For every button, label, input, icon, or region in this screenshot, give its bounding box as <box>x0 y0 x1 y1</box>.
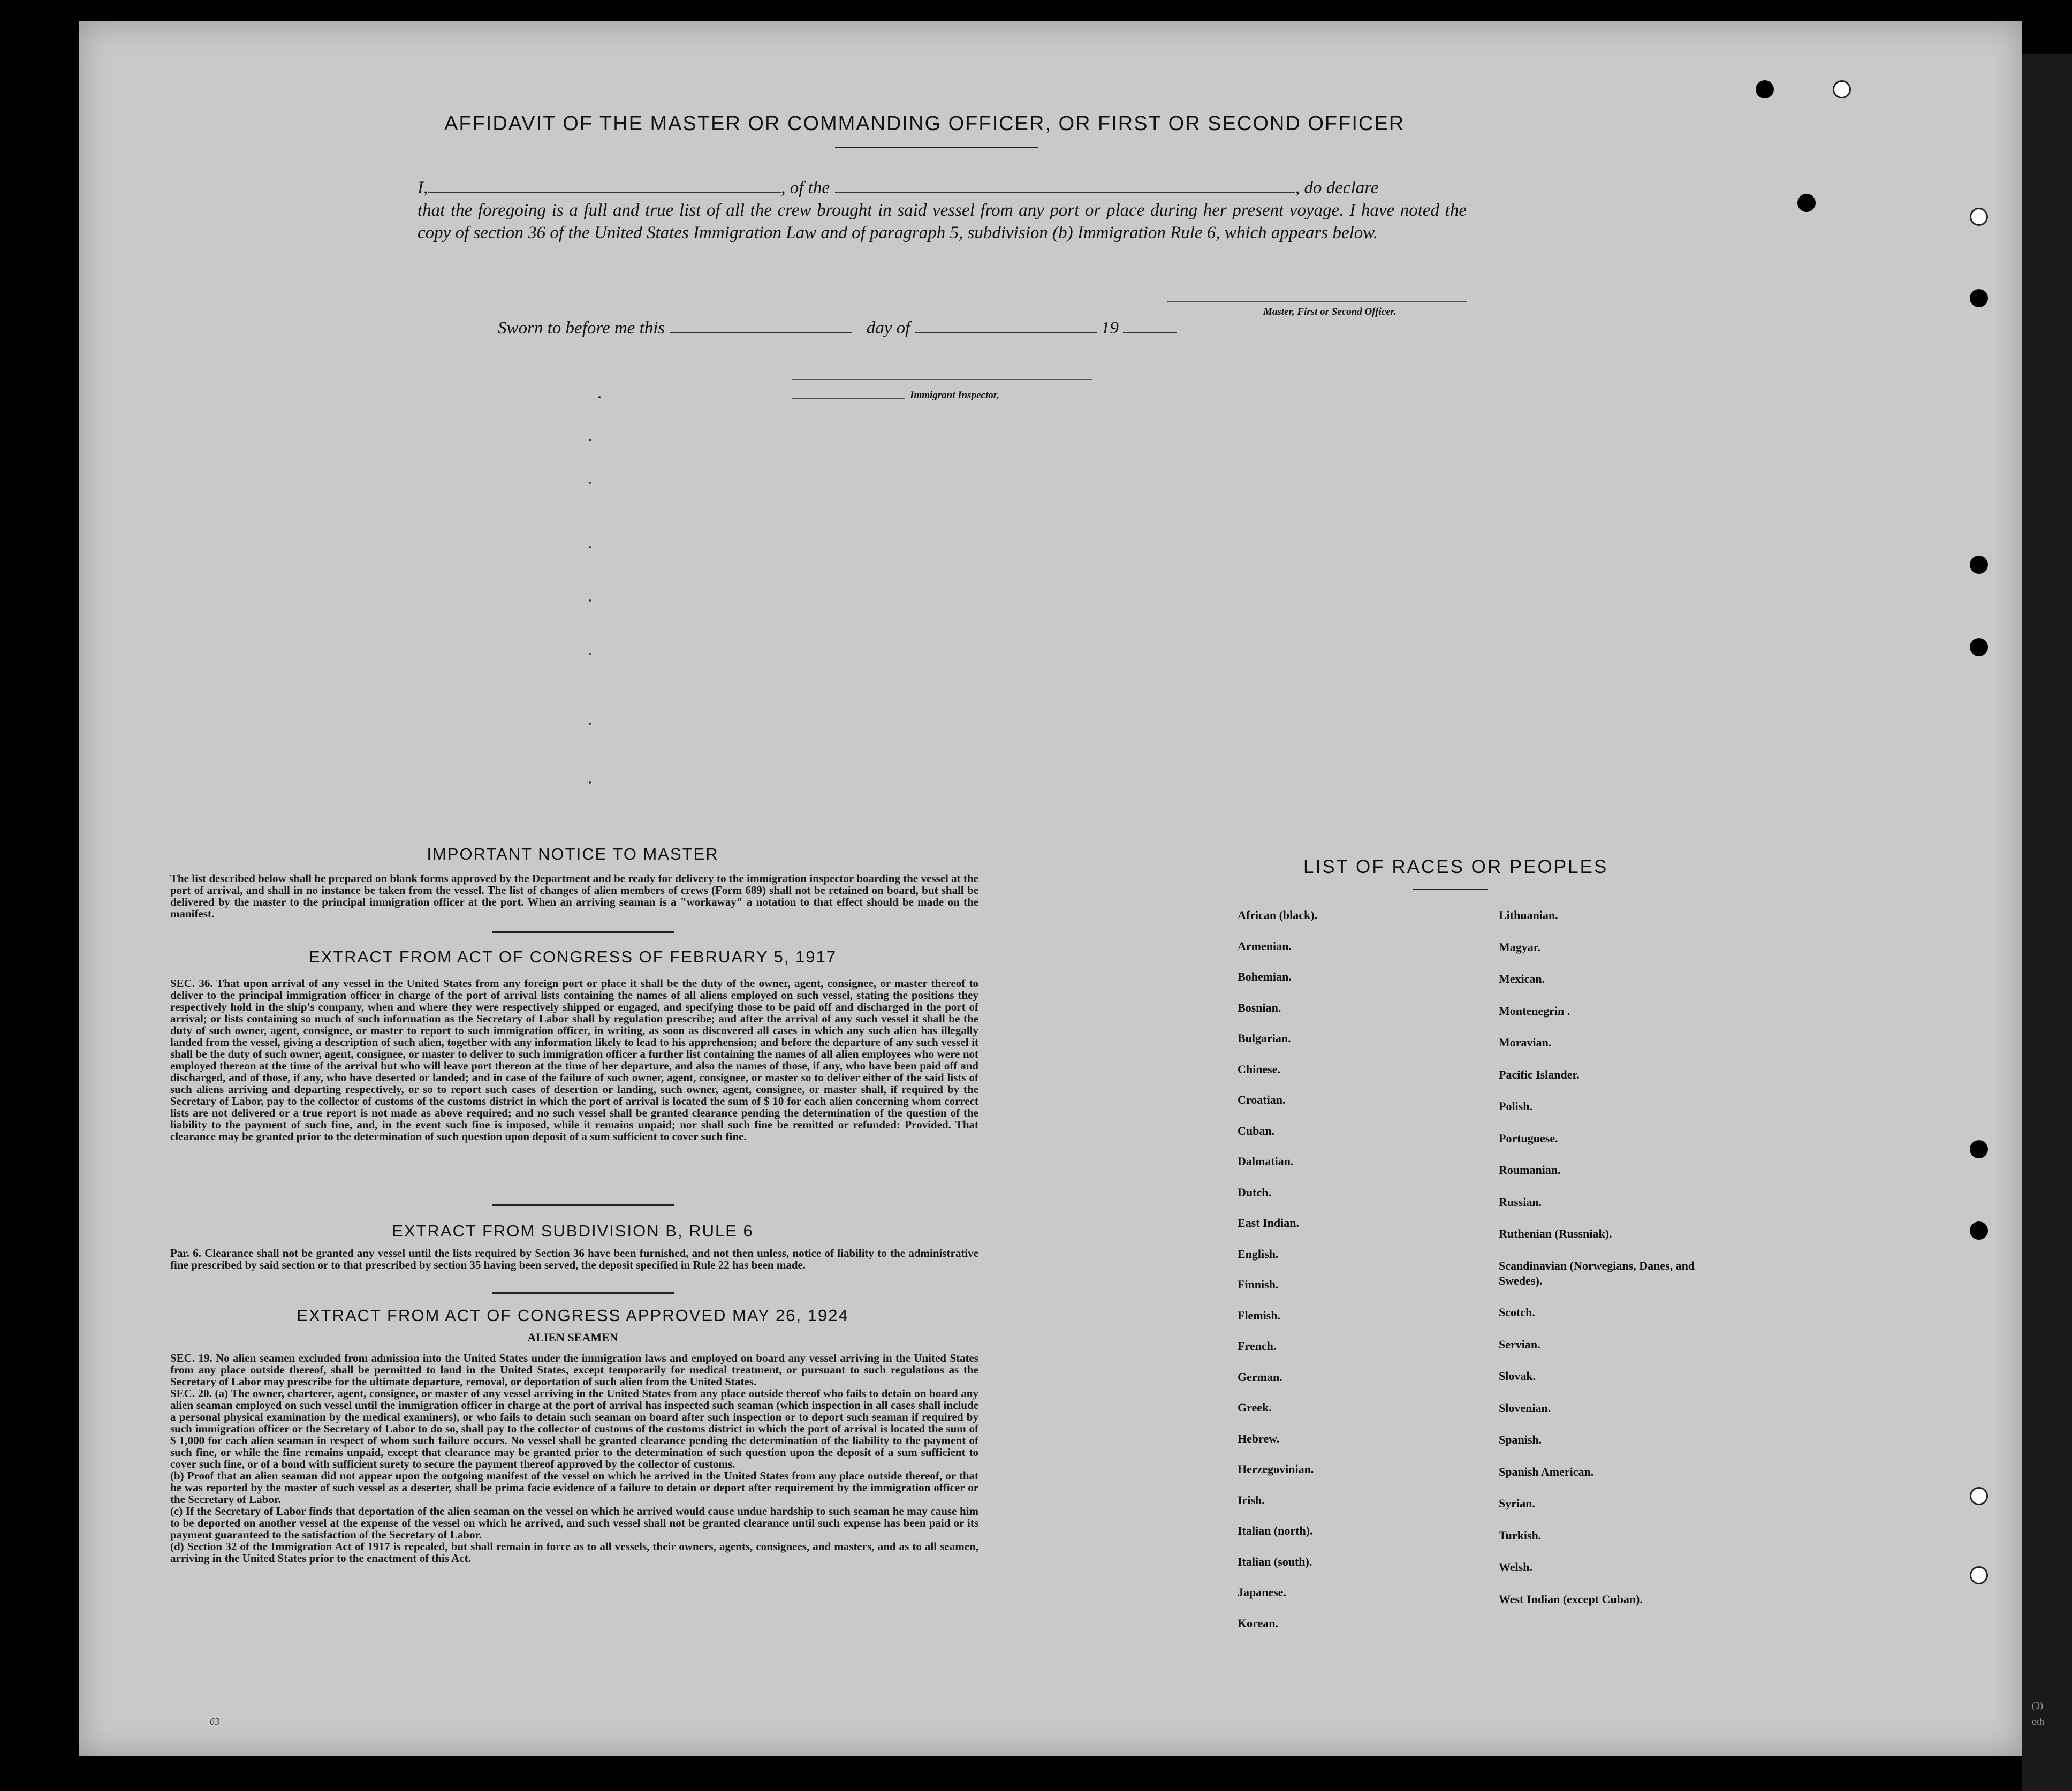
sec20a-text: SEC. 20. (a) The owner, charterer, agent, consignee, or master of any vessel arriving in the United States from any place outside thereof who fails to detain on board any alien seaman employed on such vessel until the immigration officer in charge at the port of arrival has inspected such seaman (which inspection in all cases shall include a personal physical examination by the medical examiners), or who fails to detain such seaman on board after such inspection or to deport such seaman if required by such immigration officer or the Secretary of Labor to do so, shall pay to the collector of customs of the customs district in which the port of arrival is located the sum of $ 1,000 for each alien seaman in respect of whom such failure occurs. No vessel shall be granted clearance pending the determination of the liability to the payment of such fine, or while the fine remains unpaid, except that clearance may be granted prior to the determination of such question upon the deposit of a sum sufficient to cover such fine, or of a bond with sufficient surety to secure the payment thereof approved by the collector of customs. <box>170 1387 978 1470</box>
rule6-title: EXTRACT FROM SUBDIVISION B, RULE 6 <box>392 1221 754 1240</box>
signature-line[interactable] <box>1167 301 1467 302</box>
race-item: Dutch. <box>1238 1185 1271 1199</box>
dot <box>589 599 591 602</box>
punch-hole-icon <box>1970 556 1988 574</box>
race-item: Scotch. <box>1499 1306 1535 1319</box>
divider <box>492 931 674 933</box>
race-item: Hebrew. <box>1238 1431 1280 1445</box>
race-item: Armenian. <box>1238 939 1292 953</box>
race-item: Scandinavian (Norwegians, Danes, and Swedes). <box>1499 1258 1695 1287</box>
day-of-text: day of <box>866 318 910 338</box>
race-item: East Indian. <box>1238 1216 1299 1230</box>
race-item: Herzegovinian. <box>1238 1462 1314 1476</box>
race-item: Roumanian. <box>1499 1163 1561 1177</box>
race-item: West Indian (except Cuban). <box>1499 1592 1643 1606</box>
scan-edge <box>2022 54 2072 1791</box>
race-item: Greek. <box>1238 1401 1272 1414</box>
race-item: Croatian. <box>1238 1093 1286 1106</box>
sworn-line <box>498 318 1177 338</box>
vessel-blank[interactable] <box>835 178 1295 193</box>
year-prefix: 19 <box>1100 318 1119 338</box>
race-item: French. <box>1238 1339 1277 1353</box>
edge-text-b: oth <box>2032 1716 2045 1727</box>
punch-hole-icon <box>1970 1487 1988 1505</box>
dot <box>589 781 591 784</box>
extract-1924-subtitle: ALIEN SEAMEN <box>527 1331 618 1344</box>
race-item: Welsh. <box>1499 1560 1532 1574</box>
race-item: Syrian. <box>1499 1497 1535 1510</box>
decl-do-declare: , do declare <box>1295 178 1379 198</box>
title-underline <box>835 147 1038 148</box>
race-item: Finnish. <box>1238 1278 1279 1291</box>
dot <box>589 439 591 441</box>
punch-hole-icon <box>1833 80 1851 98</box>
punch-hole-icon <box>1797 194 1816 212</box>
extract-1917-text: SEC. 36. That upon arrival of any vessel in the United States from any foreign port or place it shall be the duty of the owner, agent, consignee, or master thereof to deliver to the principal immigration officer in charge of the port of arrival lists containing the names of all aliens employed on such vessel, stating the positions they respectively hold in the ship's company, when and where they were respectively shipped or engaged, and specifying those to be paid off and discharged in the port of arrival; or lists containing so much of such information as the Secretary of Labor shall by regulation prescribe; and after the arrival of any such vessel it shall be the duty of such owner, agent, consignee, or master to report to such immigration officer, in writing, as soon as discovered all cases in which any such alien has illegally landed from the vessel, giving a description of such alien, together with any information likely to lead to his apprehension; and before the departure of any such vessel it shall be the duty of such owner, agent, consignee, or master to deliver to such immigration officer a further list containing the names of all alien employees who were not employed thereon at the time of the arrival but who will leave port thereon at the time of her departure, and also the names of those, if any, who have been paid off and discharged, and of those, if any, who have deserted or landed; and in case of the failure of such owner, agent, consignee, or master so to deliver either of the said lists of such aliens arriving and departing respectively, or so to report such cases of desertion or landing, such owner, agent, consignee, or master shall, if required by the Secretary of Labor, pay to the collector of customs of the customs district in which the port of arrival is located the sum of $ 10 for each alien concerning whom correct lists are not delivered or a true report is not made as above required; and no such vessel shall be granted clearance pending the determination of the question of the liability to the payment of such fine, and, in the event such fine is imposed, while it remains unpaid; nor shall such fine be remitted or refunded: Provided. That clearance may be granted prior to the determination of such question upon deposit of a sum sufficient to cover such fine. <box>170 977 978 1143</box>
race-item: Spanish American. <box>1499 1464 1594 1478</box>
extract-1924-text <box>170 1352 978 1564</box>
dot <box>589 653 591 655</box>
race-item: Montenegrin . <box>1499 1004 1570 1018</box>
dot <box>589 723 591 725</box>
race-item: Bosnian. <box>1238 1000 1281 1014</box>
dot <box>589 546 591 548</box>
sec19-text: SEC. 19. No alien seamen excluded from admission into the United States under the immigration laws and employed on board any vessel arriving in the United States from any place outside thereof, shall be permitted to land in the United States, except temporarily for medical treatment, or pursuant to such regulations as the Secretary of Labor may prescribe for the ultimate departure, removal, or deportation of such alien from the United States. <box>170 1352 978 1388</box>
decl-body: that the foregoing is a full and true list of all the crew brought in said vessel from any port or place during her present voyage. I have noted the copy of section 36 of the United States Immigration Law and of paragraph 5, subdivision (b) Immigration Rule 6, which appears below. <box>418 201 1467 242</box>
race-item: Italian (south). <box>1238 1554 1312 1568</box>
race-item: Pacific Islander. <box>1499 1067 1580 1081</box>
race-item: Flemish. <box>1238 1308 1281 1322</box>
race-item: Moravian. <box>1499 1036 1552 1049</box>
race-item: Spanish. <box>1499 1433 1542 1446</box>
extract-1924-title: EXTRACT FROM ACT OF CONGRESS APPROVED MAY 26, 1924 <box>297 1306 849 1325</box>
punch-hole-icon <box>1970 1140 1988 1158</box>
race-item: Bulgarian. <box>1238 1031 1291 1045</box>
race-item: Cuban. <box>1238 1124 1275 1137</box>
divider <box>492 1204 674 1206</box>
month-blank[interactable] <box>915 318 1097 333</box>
signature-caption: Master, First or Second Officer. <box>1263 306 1396 317</box>
race-item: Italian (north). <box>1238 1524 1313 1537</box>
race-item: Polish. <box>1499 1099 1532 1113</box>
name-blank[interactable] <box>428 178 781 193</box>
races-title: LIST OF RACES OR PEOPLES <box>1303 856 1608 877</box>
divider <box>492 1292 674 1294</box>
races-underline <box>1413 889 1488 890</box>
punch-hole-icon <box>1970 1566 1988 1584</box>
sworn-text: Sworn to before me this <box>498 318 665 338</box>
inspector-line-1[interactable] <box>792 379 1092 380</box>
race-item: Magyar. <box>1499 940 1541 954</box>
punch-hole-icon <box>1756 80 1774 98</box>
race-item: Irish. <box>1238 1493 1265 1507</box>
notice-title: IMPORTANT NOTICE TO MASTER <box>427 845 719 863</box>
extract-1917-title: EXTRACT FROM ACT OF CONGRESS OF FEBRUARY 5, 1917 <box>308 947 837 966</box>
race-item: Chinese. <box>1238 1062 1281 1076</box>
dot <box>598 396 601 398</box>
race-item: Bohemian. <box>1238 970 1292 983</box>
race-item: German. <box>1238 1370 1282 1384</box>
decl-of-the: , of the <box>781 178 830 198</box>
race-item: Slovak. <box>1499 1369 1536 1383</box>
race-item: Servian. <box>1499 1337 1540 1351</box>
affidavit-title: AFFIDAVIT OF THE MASTER OR COMMANDING OFFICER, OR FIRST OR SECOND OFFICER <box>444 112 1405 135</box>
declaration <box>418 177 1467 244</box>
rule6-text: Par. 6. Clearance shall not be granted any vessel until the lists required by Section 36 have been furnished, and not then unless, notice of liability to the administrative fine prescribed by said section or to that prescribed by section 35 having been served, the deposit specified in Rule 22 has been made. <box>170 1247 978 1271</box>
pencil-mark: 63 <box>210 1716 219 1727</box>
punch-hole-icon <box>1970 1221 1988 1240</box>
race-item: Korean. <box>1238 1616 1278 1630</box>
dot <box>589 482 591 484</box>
race-item: Japanese. <box>1238 1585 1287 1599</box>
inspector-caption: Immigrant Inspector, <box>910 390 999 401</box>
sec20c-text: (c) If the Secretary of Labor finds that deportation of the alien seaman on the vessel on which he arrived would cause undue hardship to such seaman he may cause him to be deported on another vessel at the expense of the vessel on which he arrived, and such vessel shall not be granted clearance until such expense has been paid or its payment guaranteed to the satisfaction of the Secretary of Labor. <box>170 1505 978 1541</box>
inspector-line-2[interactable] <box>792 398 905 399</box>
edge-text-a: (3) <box>2032 1700 2043 1711</box>
decl-i: I, <box>418 178 428 198</box>
race-item: Portuguese. <box>1499 1131 1558 1145</box>
race-item: Lithuanian. <box>1499 908 1558 922</box>
punch-hole-icon <box>1970 289 1988 307</box>
notice-text: The list described below shall be prepared on blank forms approved by the Department and be ready for delivery to the immigration inspector boarding the vessel at the port of arrival, and shall in no instance be taken from the vessel. The list of changes of alien members of crews (Form 689) shall not be retained on board, but shall be delivered by the master to the principal immigration officer at the port. When an arriving seaman is a "workaway" a notation to that effect should be made on the manifest. <box>170 872 978 920</box>
race-item: English. <box>1238 1247 1279 1261</box>
race-item: Turkish. <box>1499 1528 1542 1542</box>
race-item: Mexican. <box>1499 972 1545 985</box>
sec20b-text: (b) Proof that an alien seaman did not appear upon the outgoing manifest of the vessel on which he arrived in the United States from any place outside thereof, or that he was reported by the master of such vessel as a deserter, shall be prima facie evidence of a failure to detain or deport after requirement by the immigration officer or the Secretary of Labor. <box>170 1469 978 1506</box>
race-item: Slovenian. <box>1499 1401 1551 1415</box>
punch-hole-icon <box>1970 208 1988 226</box>
year-blank[interactable] <box>1123 318 1177 333</box>
sworn-day-blank[interactable] <box>670 318 852 333</box>
sec20d-text: (d) Section 32 of the Immigration Act of 1917 is repealed, but shall remain in force as to all vessels, their owners, agents, consignees, and masters, and as to all seamen, arriving in the United States prior to the enactment of this Act. <box>170 1540 978 1565</box>
race-item: African (black). <box>1238 908 1318 922</box>
race-item: Russian. <box>1499 1195 1542 1209</box>
punch-hole-icon <box>1970 638 1988 656</box>
race-item: Ruthenian (Russniak). <box>1499 1227 1612 1240</box>
race-item: Dalmatian. <box>1238 1155 1294 1168</box>
